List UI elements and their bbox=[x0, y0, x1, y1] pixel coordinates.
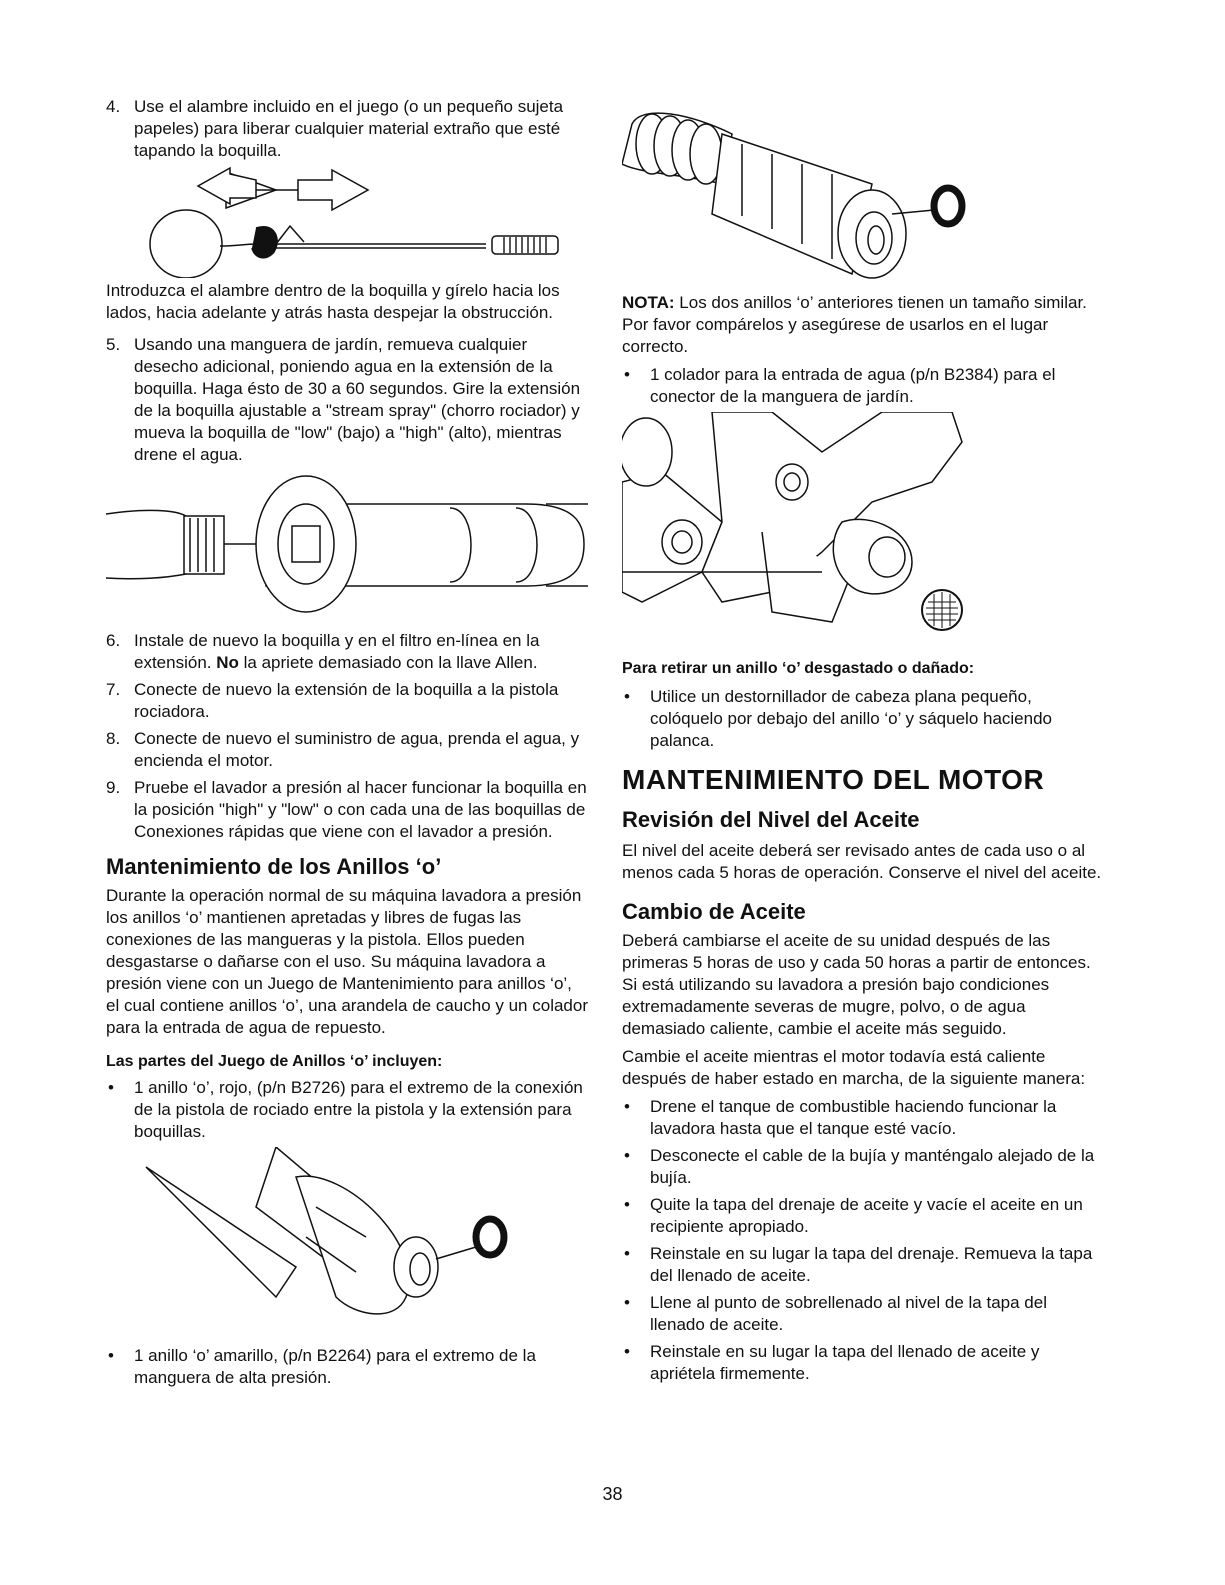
bullet-red-oring: • 1 anillo ‘o’, rojo, (p/n B2726) para el extremo de la conexión de la pistola de rociado entre la pistola y la extensión para boquillas. bbox=[108, 1078, 583, 1141]
step-4: 4. Use el alambre incluido en el juego (o un pequeño sujeta papeles) para liberar cualquier material extraño que esté tapando la boquilla. bbox=[106, 97, 564, 160]
gun-connection-oring-illustration bbox=[106, 1147, 588, 1337]
oil-step: • Desconecte el cable de la bujía y manténgalo alejado de la bujía. bbox=[624, 1146, 1095, 1187]
nozzle-extension-illustration bbox=[106, 474, 588, 624]
bullet-yellow-oring: • 1 anillo ‘o’ amarillo, (p/n B2264) para el extremo de la manguera de alta presión. bbox=[108, 1346, 536, 1387]
oil-level-paragraph: El nivel del aceite deberá ser revisado antes de cada uso o al menos cada 5 horas de operación. Conserve el nivel del aceite. bbox=[622, 841, 1102, 882]
oil-step: • Reinstale en su lugar la tapa del llenado de aceite y apriétela firmemente. bbox=[624, 1342, 1040, 1383]
step-8: 8. Conecte de nuevo el suministro de agua, prenda el agua, y encienda el motor. bbox=[106, 729, 580, 770]
oil-step: • Reinstale en su lugar la tapa del drenaje. Remueva la tapa del llenado de aceite. bbox=[624, 1244, 1093, 1285]
oil-change-paragraph-2: Cambie el aceite mientras el motor todavía está caliente después de haber estado en marcha, de la siguiente manera: bbox=[622, 1047, 1086, 1088]
step-9: 9. Pruebe el lavador a presión al hacer funcionar la boquilla en la posición "high" y "low" o con cada una de las boquillas de Conexiones rápidas que viene con el lavador a presión. bbox=[106, 778, 587, 841]
oil-level-heading: Revisión del Nivel del Aceite bbox=[622, 807, 920, 832]
oil-step: • Llene al punto de sobrellenado al nivel de la tapa del llenado de aceite. bbox=[624, 1293, 1047, 1334]
oring-paragraph: Durante la operación normal de su máquina lavadora a presión los anillos ‘o’ mantienen apretadas y libres de fugas las conexiones de las mangueras y la pistola. Ellos pueden desgastarse o dañarse con el uso. Su máquina lavadora a presión viene con un Juego de Mantenimiento para anillos ‘o’, el cual contiene anillos ‘o’, una arandela de caucho y un colador para la entrada de agua de repuesto. bbox=[106, 886, 588, 1037]
oil-step: • Drene el tanque de combustible haciendo funcionar la lavadora hasta que el tanque esté vacío. bbox=[624, 1097, 1057, 1138]
oil-change-paragraph-1: Deberá cambiarse el aceite de su unidad después de las primeras 5 horas de uso y cada 50 horas a partir de entonces. Si está utilizando su lavadora a presión bajo condiciones extremadamente severas de mugre, polvo, o de agua demasiado caliente, cambie el aceite más seguido. bbox=[622, 931, 1091, 1038]
step-6: 6. Instale de nuevo la boquilla y en el filtro en-línea en la extensión. No la apriete demasiado con la llave Allen. bbox=[106, 631, 540, 672]
wire-caption: Introduzca el alambre dentro de la boquilla y gírelo hacia los lados, hacia adelante y atrás hasta despejar la obstrucción. bbox=[106, 281, 560, 322]
kit-parts-heading: Las partes del Juego de Anillos ‘o’ incluyen: bbox=[106, 1053, 443, 1070]
nota-paragraph: NOTA: Los dos anillos ‘o’ anteriores tienen un tamaño similar. Por favor compárelos y asegúrese de usarlos en el lugar correcto. bbox=[622, 293, 1087, 356]
left-column bbox=[106, 96, 588, 1389]
step-5: 5. Usando una manguera de jardín, remueva cualquier desecho adicional, poniendo agua en la extensión de la boquilla. Haga ésto de 30 a 60 segundos. Gire la extensión de la boquilla ajustable a "stream spray" (chorro rociador) y mueva la boquilla de "low" (bajo) a "high" (alto), mientras drene el agua. bbox=[106, 335, 581, 464]
bullet-remove-oring: • Utilice un destornillador de cabeza plana pequeño, colóquelo por debajo del anillo ‘o’ y sáquelo haciendo palanca. bbox=[624, 687, 1052, 750]
oil-change-heading: Cambio de Aceite bbox=[622, 899, 806, 924]
motor-maintenance-heading: MANTENIMIENTO DEL MOTOR bbox=[622, 764, 1045, 795]
water-inlet-strainer-illustration bbox=[622, 412, 1102, 644]
remove-oring-heading: Para retirar un anillo ‘o’ desgastado o dañado: bbox=[622, 660, 975, 677]
bullet-strainer: • 1 colador para la entrada de agua (p/n B2384) para el conector de la manguera de jardín. bbox=[624, 365, 1056, 406]
oil-step: • Quite la tapa del drenaje de aceite y vacíe el aceite en un recipiente apropiado. bbox=[624, 1195, 1083, 1236]
page-number: 38 bbox=[602, 1484, 623, 1504]
wire-cleaning-illustration bbox=[106, 162, 588, 278]
step-7: 7. Conecte de nuevo la extensión de la boquilla a la pistola rociadora. bbox=[106, 680, 559, 721]
right-column bbox=[622, 104, 1102, 1385]
hose-end-oring-illustration bbox=[622, 104, 1102, 284]
oring-maintenance-heading: Mantenimiento de los Anillos ‘o’ bbox=[106, 854, 442, 879]
